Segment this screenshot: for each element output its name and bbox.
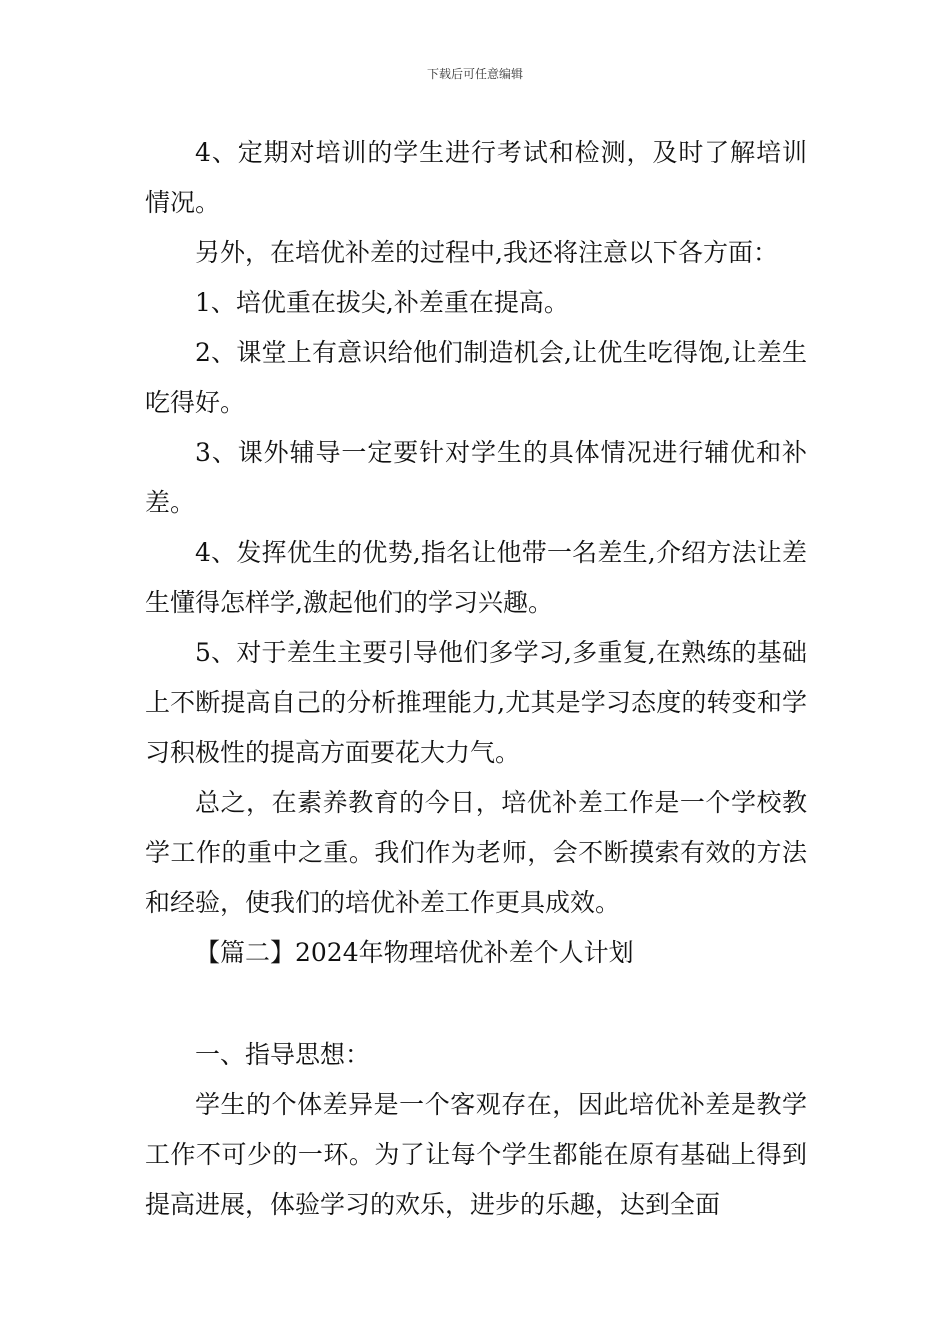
paragraph-note-5: 5、对于差生主要引导他们多学习,多重复,在熟练的基础上不断提高自己的分析推理能力,尤其是学习态度的转变和学习积极性的提高方面要花大力气。 [145, 638, 807, 767]
paragraph-note-1: 1、培优重在拔尖,补差重在提高。 [195, 288, 569, 317]
paragraph-guiding-thought: 学生的个体差异是一个客观存在，因此培优补差是教学工作不可少的一环。为了让每个学生都能在原有基础上得到提高进展，体验学习的欢乐，进步的乐趣，达到全面 [145, 1090, 807, 1219]
paragraph-note-4: 4、发挥优生的优势,指名让他带一名差生,介绍方法让差生懂得怎样学,激起他们的学习兴趣。 [145, 538, 807, 617]
paragraph-summary: 总之，在素养教育的今日，培优补差工作是一个学校教学工作的重中之重。我们作为老师，会不断摸索有效的方法和经验，使我们的培优补差工作更具成效。 [145, 788, 807, 917]
section-spacer [145, 978, 807, 1030]
section-heading-part-two: 【篇二】2024年物理培优补差个人计划 [195, 938, 634, 967]
document-body [145, 128, 807, 1230]
paragraph-note-3: 3、课外辅导一定要针对学生的具体情况进行辅优和补差。 [145, 438, 807, 517]
paragraph-note-2: 2、课堂上有意识给他们制造机会,让优生吃得饱,让差生吃得好。 [145, 338, 807, 417]
paragraph-intro-notes: 另外，在培优补差的过程中,我还将注意以下各方面： [195, 238, 778, 267]
subheading-guiding-thought: 一、指导思想： [195, 1040, 371, 1069]
page-header-note: 下载后可任意编辑 [426, 67, 523, 81]
paragraph-item-4-exam: 4、定期对培训的学生进行考试和检测，及时了解培训情况。 [145, 138, 807, 217]
